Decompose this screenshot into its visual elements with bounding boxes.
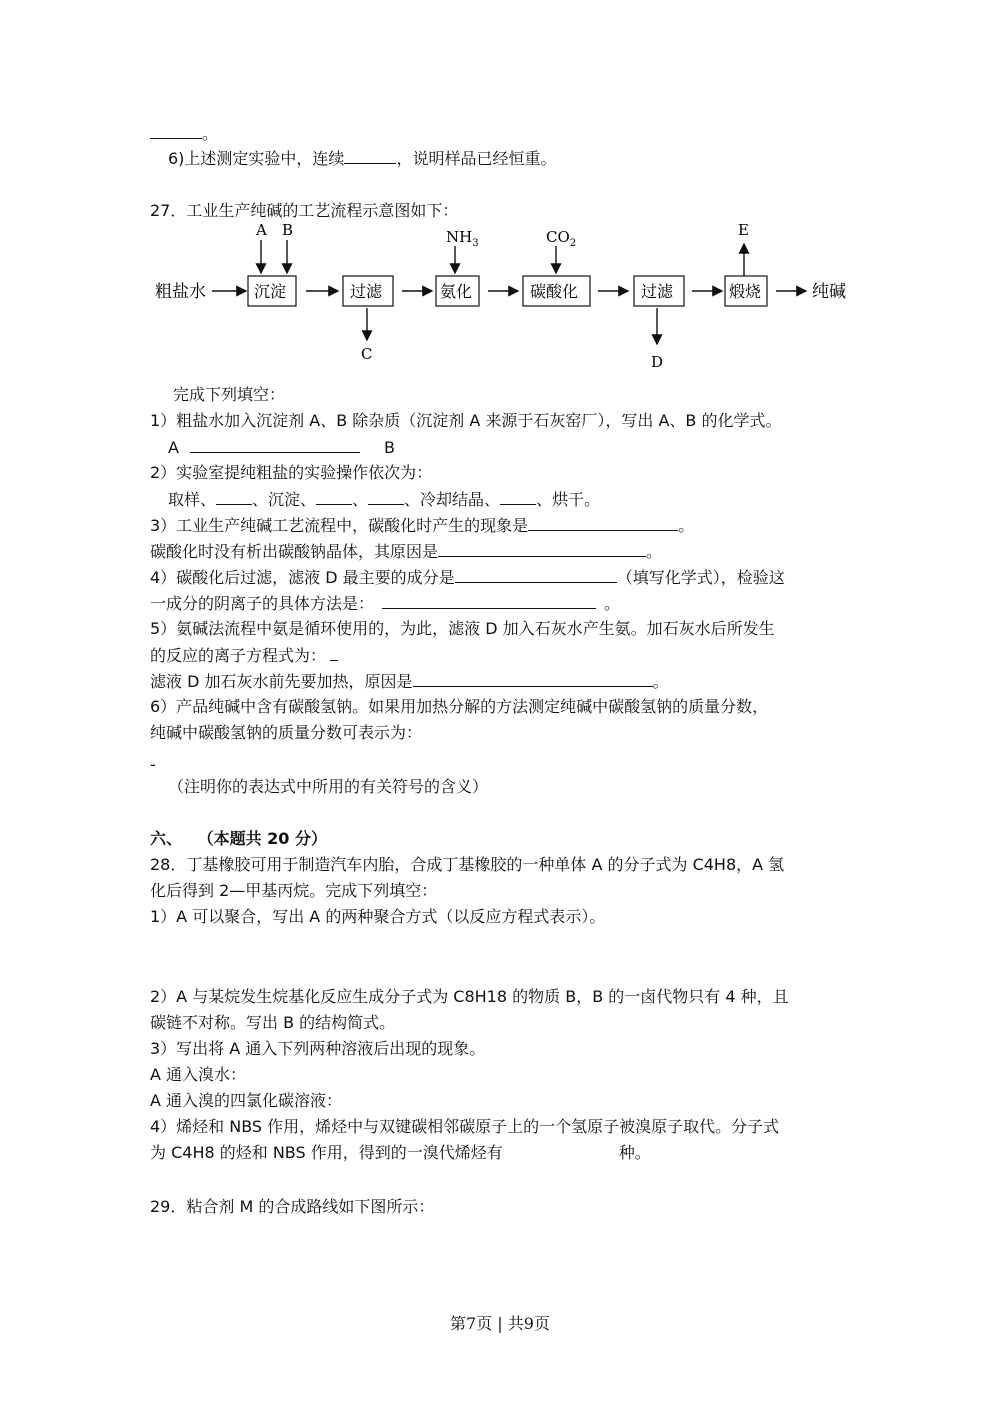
input-a-label: A	[256, 221, 267, 239]
s4b-text: 为 C4H8 的烃和 NBS 作用，得到的一溴代烯烃有	[150, 1143, 503, 1162]
q27-s4-b	[150, 592, 620, 615]
box-label-4: 碳酸化	[530, 282, 579, 301]
section-title: （本题共 20 分）	[197, 829, 328, 848]
box-label-3: 氨化	[440, 282, 473, 301]
answer-blank	[150, 122, 202, 139]
s4-text: 4）碳酸化后过滤，滤液 D 最主要的成分是	[150, 568, 455, 587]
box-label-1: 沉淀	[254, 282, 287, 301]
q27-s5: 5）氨碱法流程中氨是循环使用的，为此，滤液 D 加入石灰水产生氨。加石灰水后所发生	[150, 619, 775, 638]
step-text: 、冷却结晶、	[404, 490, 501, 509]
q6-text-pre: 6)上述测定实验中，连续	[168, 149, 345, 168]
answer-blank	[528, 514, 678, 531]
q6-text-post: ，说明样品已经恒重。	[396, 149, 557, 168]
q27-s2-steps	[168, 488, 600, 511]
end-label: 纯碱	[812, 282, 846, 302]
q28-line-2: 化后得到 2—甲基丙烷。完成下列填空：	[150, 881, 438, 900]
s4b-text-post: 种。	[618, 1143, 651, 1162]
q27-s3	[150, 514, 694, 537]
input-nh3-label: $NH_3$	[446, 228, 479, 249]
output-e-label: E	[738, 221, 749, 239]
q28-s3-b: A 通入溴的四氯化碳溶液：	[150, 1091, 343, 1110]
q27-s4	[150, 566, 785, 589]
section-heading	[150, 828, 327, 850]
q27-s6: 6）产品纯碱中含有碳酸氢钠。如果用加热分解的方法测定纯碱中碳酸氢钠的质量分数，	[150, 697, 769, 716]
answer-blank	[382, 592, 596, 609]
q27-s5-b	[150, 644, 338, 667]
q28-s4-b	[150, 1142, 651, 1164]
q28-s1: 1）A 可以聚合，写出 A 的两种聚合方式（以反应方程式表示）。	[150, 907, 606, 926]
tail-mark: 。	[202, 124, 219, 143]
section-number: 六、	[150, 829, 183, 848]
answer-blank	[413, 670, 653, 687]
step-text: 取样、	[168, 490, 217, 509]
q27-s2: 2）实验室提纯粗盐的实验操作依次为：	[150, 463, 433, 482]
q27-s6-note: （注明你的表达式中所用的有关符号的含义）	[168, 777, 489, 796]
q28-s3-a: A 通入溴水：	[150, 1065, 247, 1084]
label-a: A	[168, 438, 179, 457]
answer-blank	[344, 147, 396, 164]
s5c-text: 滤液 D 加石灰水前先要加热，原因是	[150, 672, 413, 691]
s5b-text: 的反应的离子方程式为：	[150, 646, 327, 665]
answer-blank	[316, 488, 352, 505]
step-text: 、沉淀、	[252, 490, 317, 509]
step-text: 、烘干。	[536, 490, 601, 509]
label-b: B	[384, 438, 396, 457]
period: 。	[652, 672, 669, 691]
box-label-2: 过滤	[350, 282, 383, 301]
answer-blank	[438, 540, 646, 557]
output-d-label: D	[651, 353, 664, 371]
output-c-label: C	[361, 345, 373, 363]
page-footer: 第7页 | 共9页	[450, 1314, 550, 1333]
period: 。	[604, 594, 621, 613]
input-b-label: B	[282, 221, 294, 239]
q27-s5-c	[150, 670, 669, 693]
answer-blank	[455, 566, 617, 583]
answer-blank	[330, 644, 338, 661]
answer-blank	[368, 488, 404, 505]
s3-text: 3）工业生产纯碱工艺流程中，碳酸化时产生的现象是	[150, 516, 529, 535]
q27-s3-b	[150, 540, 662, 563]
prev-tail-line	[150, 122, 218, 145]
answer-blank	[500, 488, 536, 505]
box-label-6: 煅烧	[729, 282, 762, 301]
s4b-text: 一成分的阴离子的具体方法是：	[150, 594, 375, 613]
q27-s1: 1）粗盐水加入沉淀剂 A、B 除杂质（沉淀剂 A 来源于石灰窑厂），写出 A、B 的化学式。	[150, 411, 782, 430]
s3b-text: 碳酸化时没有析出碳酸钠晶体，其原因是	[150, 542, 439, 561]
q28-s2-a: 2）A 与某烷发生烷基化反应生成分子式为 C8H18 的物质 B，B 的一卤代物只有 4 种，且	[150, 987, 789, 1006]
q27-s6-b: 纯碱中碳酸氢钠的质量分数可表示为：	[150, 723, 423, 742]
period: 。	[678, 516, 695, 535]
q27-intro: 完成下列填空：	[173, 385, 286, 404]
q28-line-1: 28．丁基橡胶可用于制造汽车内胎，合成丁基橡胶的一种单体 A 的分子式为 C4H8，A 氢	[150, 855, 785, 874]
s4-text-post: （填写化学式），检验这	[616, 568, 785, 587]
q28-s3: 3）写出将 A 通入下列两种溶液后出现的现象。	[150, 1039, 486, 1058]
answer-blank	[216, 488, 252, 505]
period: 。	[646, 542, 663, 561]
q27-title: 27．工业生产纯碱的工艺流程示意图如下：	[150, 201, 459, 220]
process-flow-diagram	[150, 218, 860, 373]
q28-s4-a: 4）烯烃和 NBS 作用，烯烃中与双键碳相邻碳原子上的一个氢原子被溴原子取代。分子式	[150, 1117, 780, 1136]
q28-s2-b: 碳链不对称。写出 B 的结构简式。	[150, 1013, 396, 1032]
start-label: 粗盐水	[155, 282, 206, 302]
prev-q6-line	[168, 147, 556, 170]
q29-line-1: 29．粘合剂 M 的合成路线如下图所示：	[150, 1197, 435, 1216]
answer-blank-a	[190, 436, 360, 453]
box-label-5: 过滤	[641, 282, 674, 301]
input-co2-label: $CO_2$	[546, 228, 577, 249]
step-text: 、	[352, 490, 369, 509]
q27-s6-dash: -	[150, 755, 156, 774]
q27-s1-answer-line	[168, 436, 395, 459]
